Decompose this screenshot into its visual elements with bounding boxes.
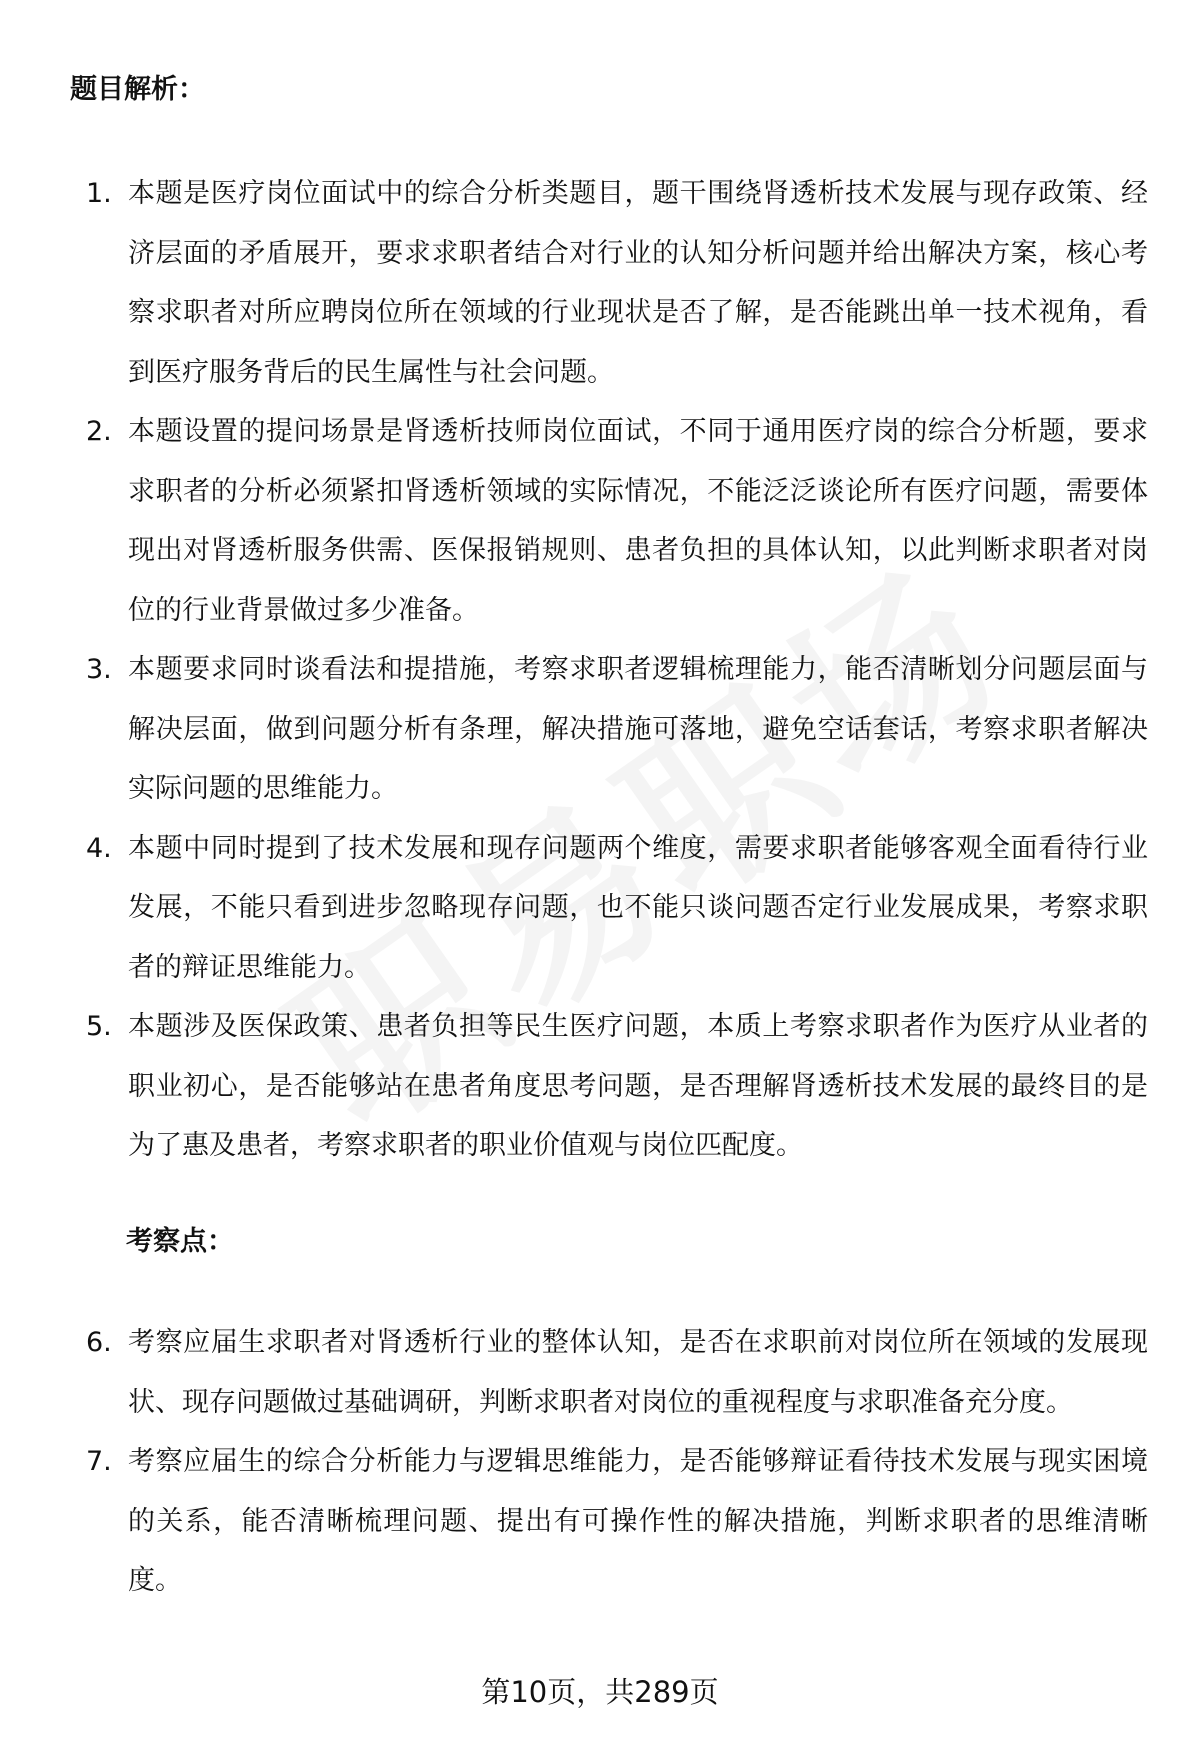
list-item-number: 2. xyxy=(86,416,112,447)
list-item xyxy=(0,402,1200,640)
list-item xyxy=(0,819,1200,998)
section-title-analysis: 题目解析： xyxy=(70,74,205,105)
list-item-number: 6. xyxy=(86,1327,112,1358)
points-list xyxy=(0,1313,1200,1611)
list-item-text: 本题设置的提问场景是肾透析技师岗位面试，不同于通用医疗岗的综合分析题，要求求职者的分析必须紧扣肾透析领域的实际情况，不能泛泛谈论所有医疗问题，需要体现出对肾透析服务供需、医保报销规则、患者负担的具体认知，以此判断求职者对岗位的行业背景做过多少准备。 xyxy=(128,416,1148,626)
list-item xyxy=(0,1432,1200,1611)
page-number: 第10页，共289页 xyxy=(481,1675,719,1709)
list-item-number: 4. xyxy=(86,832,112,864)
analysis-list xyxy=(0,164,1200,1176)
list-item xyxy=(0,640,1200,819)
list-item-text: 考察应届生的综合分析能力与逻辑思维能力，是否能够辩证看待技术发展与现实困境的关系，能否清晰梳理问题、提出有可操作性的解决措施，判断求职者的思维清晰度。 xyxy=(128,1446,1148,1596)
list-item-number: 7. xyxy=(86,1446,112,1477)
list-item xyxy=(0,1313,1200,1432)
section-title-points: 考察点： xyxy=(126,1226,234,1257)
list-item-number: 5. xyxy=(86,1011,112,1042)
list-item xyxy=(0,164,1200,402)
list-item-number: 1. xyxy=(86,178,112,209)
list-item-text: 本题中同时提到了技术发展和现存问题两个维度，需要求职者能够客观全面看待行业发展，不能只看到进步忽略现存问题，也不能只谈问题否定行业发展成果，考察求职者的辩证思维能力。 xyxy=(128,832,1148,983)
list-item-text: 本题要求同时谈看法和提措施，考察求职者逻辑梳理能力，能否清晰划分问题层面与解决层面，做到问题分析有条理，解决措施可落地，避免空话套话，考察求职者解决实际问题的思维能力。 xyxy=(128,654,1148,804)
list-item-text: 本题是医疗岗位面试中的综合分析类题目，题干围绕肾透析技术发展与现存政策、经济层面的矛盾展开，要求求职者结合对行业的认知分析问题并给出解决方案，核心考察求职者对所应聘岗位所在领域的行业现状是否了解，是否能跳出单一技术视角，看到医疗服务背后的民生属性与社会问题。 xyxy=(128,178,1148,388)
list-item-text: 本题涉及医保政策、患者负担等民生医疗问题，本质上考察求职者作为医疗从业者的职业初心，是否能够站在患者角度思考问题，是否理解肾透析技术发展的最终目的是为了惠及患者，考察求职者的职业价值观与岗位匹配度。 xyxy=(128,1011,1148,1161)
list-item-text: 考察应届生求职者对肾透析行业的整体认知，是否在求职前对岗位所在领域的发展现状、现存问题做过基础调研，判断求职者对岗位的重视程度与求职准备充分度。 xyxy=(128,1327,1148,1418)
list-item xyxy=(0,997,1200,1176)
list-item-number: 3. xyxy=(86,654,112,685)
